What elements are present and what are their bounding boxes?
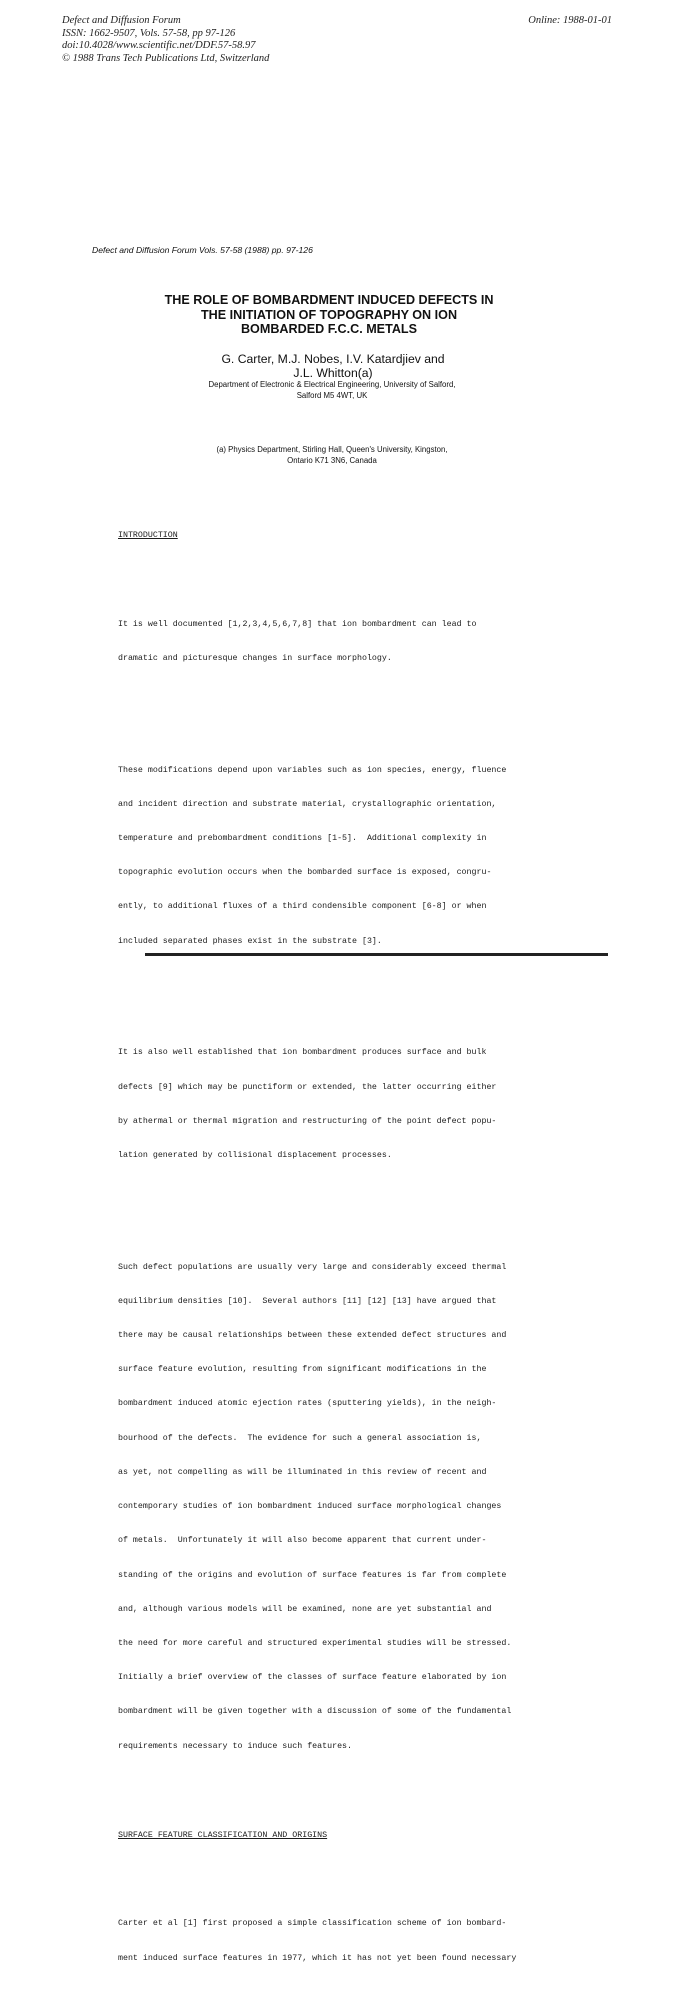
author-list <box>0 352 678 380</box>
section-heading-classification: SURFACE FEATURE CLASSIFICATION AND ORIGINS <box>118 1830 328 1840</box>
text-line: Initially a brief overview of the classes of surface feature elaborated by ion <box>118 1673 507 1683</box>
online-date: Online: 1988-01-01 <box>528 15 612 26</box>
text-line: ment induced surface features in 1977, which it has not yet been found necessary <box>118 1953 517 1963</box>
text-line: bourhood of the defects. The evidence for such a general association is, <box>118 1433 482 1443</box>
text-line: defects [9] which may be punctiform or extended, the latter occurring either <box>118 1082 497 1092</box>
text-line: contemporary studies of ion bombardment induced surface morphological changes <box>118 1502 502 1512</box>
affiliation-line: Ontario K71 3N6, Canada <box>287 455 377 465</box>
title-line: THE INITIATION OF TOPOGRAPHY ON ION <box>200 307 458 322</box>
text-line: surface feature evolution, resulting from significant modifications in the <box>118 1365 487 1375</box>
paragraph <box>118 1024 588 1184</box>
text-line: temperature and prebombardment conditions [1-5]. Additional complexity in <box>118 833 487 843</box>
text-line: These modifications depend upon variables such as ion species, energy, fluence <box>118 765 507 775</box>
paragraph <box>118 1239 588 1775</box>
affiliation-line: Department of Electronic & Electrical Engineering, University of Salford, <box>208 380 456 389</box>
text-line: bombardment induced atomic ejection rates (sputtering yields), in the neigh- <box>118 1399 497 1409</box>
text-line: It is also well established that ion bombardment produces surface and bulk <box>118 1048 487 1058</box>
text-line: the need for more careful and structured experimental studies will be stressed. <box>118 1639 512 1648</box>
paragraph <box>118 1896 588 1987</box>
text-line: by athermal or thermal migration and restructuring of the point defect popu- <box>118 1116 497 1126</box>
header-copyright: © 1988 Trans Tech Publications Ltd, Switzerland <box>62 52 270 64</box>
author-line: G. Carter, M.J. Nobes, I.V. Katardjiev and <box>221 352 445 366</box>
text-line: requirements necessary to induce such features. <box>118 1741 353 1751</box>
text-line: equilibrium densities [10]. Several authors [11] [12] [13] have argued that <box>118 1296 497 1306</box>
header-journal: Defect and Diffusion Forum <box>62 15 181 26</box>
title-line: BOMBARDED F.C.C. METALS <box>240 322 418 336</box>
section-heading-introduction: INTRODUCTION <box>118 530 178 540</box>
text-line: included separated phases exist in the substrate [3]. <box>118 936 382 946</box>
paragraph <box>118 742 588 970</box>
text-line: Carter et al [1] first proposed a simple classification scheme of ion bombard- <box>118 1919 507 1929</box>
text-line: dramatic and picturesque changes in surface morphology. <box>118 653 392 663</box>
affiliation <box>0 380 678 401</box>
text-line: as yet, not compelling as will be illuminated in this review of recent and <box>118 1467 487 1477</box>
text-line: and, although various models will be examined, none are yet substantial and <box>118 1604 492 1614</box>
header-doi: doi:10.4028/www.scientific.net/DDF.57-58.97 <box>62 40 256 51</box>
citation-header <box>62 15 269 65</box>
text-line: there may be causal relationships between these extended defect structures and <box>118 1331 507 1341</box>
text-line: of metals. Unfortunately it will also become apparent that current under- <box>118 1536 487 1546</box>
text-line: bombardment will be given together with a discussion of some of the fundamental <box>118 1707 512 1717</box>
footer-rule <box>145 953 608 956</box>
text-line: standing of the origins and evolution of surface features is far from complete <box>118 1570 507 1580</box>
text-line: and incident direction and substrate material, crystallographic orientation, <box>118 799 497 809</box>
affiliation-line: (a) Physics Department, Stirling Hall, Queen's University, Kingston, <box>216 445 448 454</box>
affiliation-secondary <box>0 445 678 466</box>
header-issn: ISSN: 1662-9507, Vols. 57-58, pp 97-126 <box>62 27 236 39</box>
paragraph <box>118 596 588 687</box>
title-line: THE ROLE OF BOMBARDMENT INDUCED DEFECTS IN <box>164 293 494 307</box>
text-line: lation generated by collisional displacement processes. <box>118 1150 392 1160</box>
text-line: ently, to additional fluxes of a third condensible component [6-8] or when <box>118 902 487 912</box>
paper-title <box>0 293 678 337</box>
body-text <box>118 507 588 1998</box>
journal-line: Defect and Diffusion Forum Vols. 57-58 (1988) pp. 97-126 <box>92 245 313 255</box>
text-line: Such defect populations are usually very large and considerably exceed thermal <box>118 1262 507 1272</box>
text-line: It is well documented [1,2,3,4,5,6,7,8] that ion bombardment can lead to <box>118 619 477 629</box>
affiliation-line: Salford M5 4WT, UK <box>296 390 368 400</box>
author-line: J.L. Whitton(a) <box>293 366 373 380</box>
text-line: topographic evolution occurs when the bombarded surface is exposed, congru- <box>118 868 492 878</box>
